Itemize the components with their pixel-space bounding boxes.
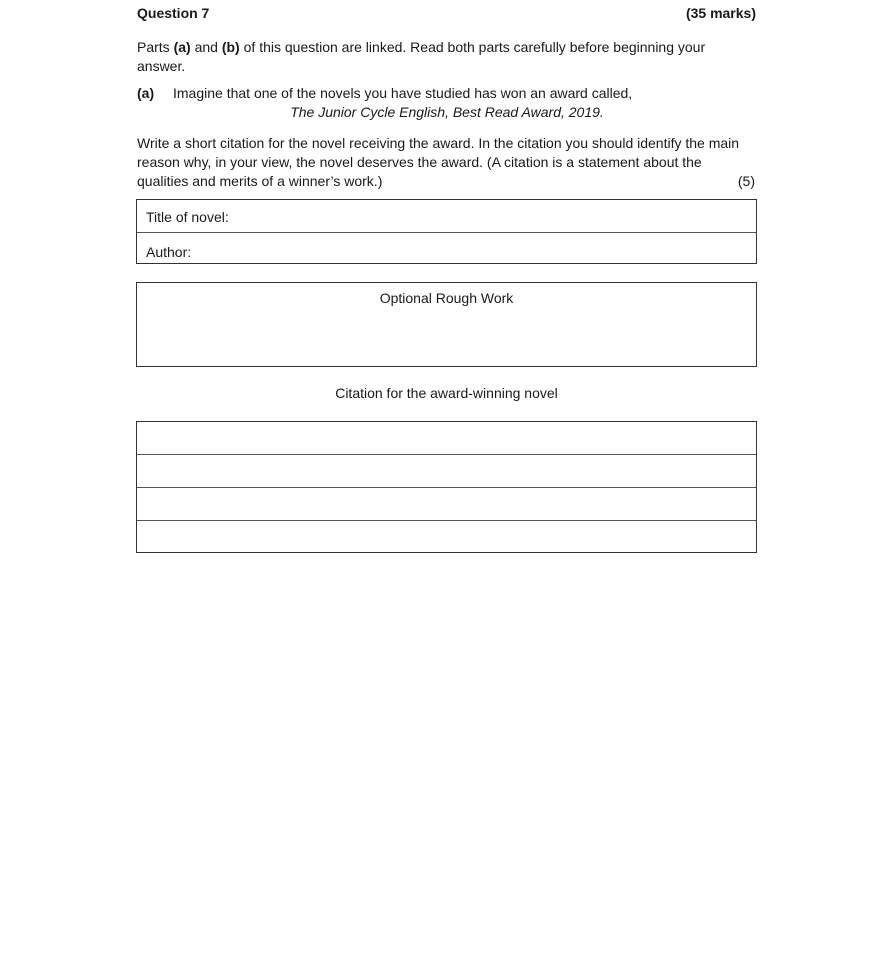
intro-text-1: Parts [137,39,174,55]
answer-line [137,454,756,455]
intro-text-2: and [190,39,222,55]
part-a-text: Imagine that one of the novels you have studied has won an award called, [173,85,633,101]
author-field[interactable] [137,243,756,262]
part-a-prompt [137,84,757,103]
info-divider [137,232,756,233]
title-of-novel-label: Title of novel: [146,209,229,225]
intro-paragraph [137,38,757,76]
instructions-paragraph: Write a short citation for the novel receiving the award. In the citation you should identify the main reason why, in your view, the novel deserves the award. (A citation is a statement about the qualities and merits of a winner’s work.) [137,135,740,189]
novel-info-box [136,199,757,264]
question-marks: (35 marks) [685,5,756,21]
part-a-marks: (5) [737,173,755,189]
question-title: Question 7 [137,5,210,21]
answer-line [137,487,756,488]
citation-heading: Citation for the award-winning novel [335,385,558,401]
part-a-label: (a) [137,85,155,101]
answer-line [137,520,756,521]
title-of-novel-field[interactable] [137,208,756,227]
rough-work-box[interactable] [136,282,757,367]
intro-text-3: of this question are linked. Read both parts carefully before beginning your answer. [137,39,706,74]
award-name: The Junior Cycle English, Best Read Award, 2019. [290,104,604,120]
intro-part-a-ref: (a) [173,39,191,55]
rough-work-title: Optional Rough Work [379,290,514,306]
citation-answer-box[interactable] [136,421,757,553]
intro-part-b-ref: (b) [221,39,240,55]
author-label: Author: [146,244,192,260]
